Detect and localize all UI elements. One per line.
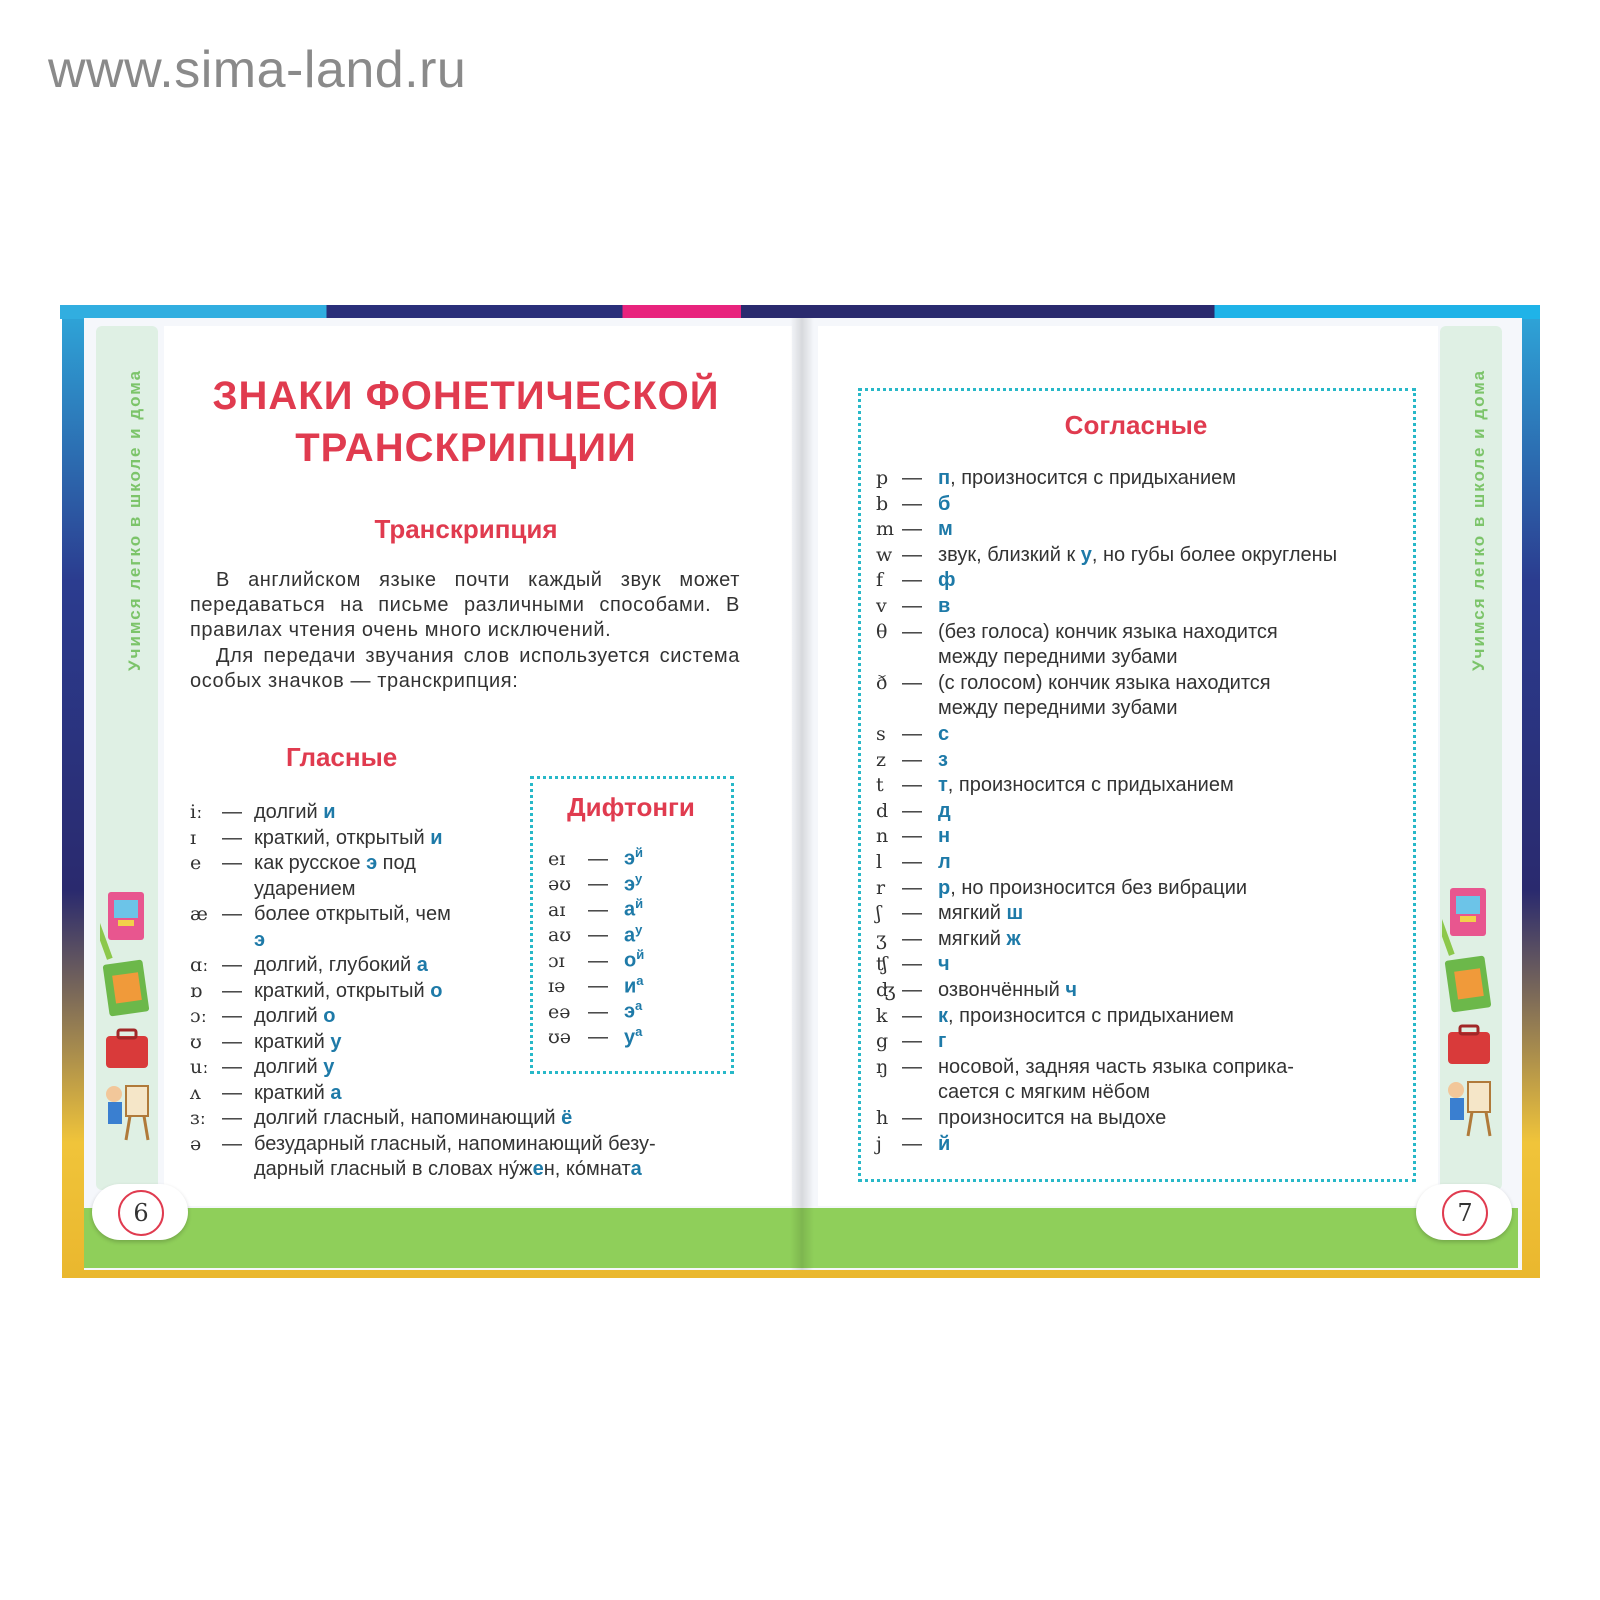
vowel-description: краткий, открытый [254,979,431,1002]
consonant-russian-letter: к [938,1004,949,1027]
consonant-russian-letter: с [938,723,950,745]
consonant-russian-letter: б [938,492,951,515]
vowel-row [190,953,428,978]
consonant-row [876,748,948,773]
diphthong-symbol: eɪ [548,847,566,870]
dash-separator: — [902,518,922,541]
vowel-row [190,1157,642,1182]
dash-separator: — [902,1132,922,1155]
consonant-russian-letter: ш [1006,902,1024,925]
consonant-description-tail: , но произносится без вибрации [950,876,1248,899]
dash-separator: — [222,852,242,874]
right-page-bottom-band [802,1208,1518,1268]
vowel-symbol: ɑː [190,954,209,976]
diphthong-symbol: ɔɪ [548,949,565,972]
left-page-bottom-band [84,1208,802,1268]
left-side-label: Учимся легко в школе и дома [125,368,144,672]
dash-separator: — [902,1030,922,1053]
dash-separator: — [588,847,608,870]
right-page-number-tab [1416,1184,1512,1240]
boy-at-easel-icon [1448,1082,1490,1136]
dash-separator: — [588,924,608,947]
vowel-description: долгий [254,1056,324,1078]
vowel-russian-letter: и [430,826,443,849]
consonant-russian-letter: р [938,876,951,899]
dash-separator: — [588,873,608,896]
consonant-description-tail: , но губы более округлены [1091,543,1338,566]
vowel-description: долгий [254,1005,324,1027]
boy-at-easel-icon [106,1086,148,1140]
book-gutter [790,318,814,1270]
consonant-row [876,876,1247,901]
dash-separator: — [222,1056,242,1078]
consonant-row [876,722,949,747]
consonant-row [876,927,1021,952]
vowel-description: долгий, глубокий [254,954,417,976]
diphthong-russian-letter: э [624,1000,636,1023]
diphthong-glide-letter: а [635,1023,643,1039]
vowel-symbol: ɪ [190,826,197,849]
dash-separator: — [902,467,922,489]
consonant-symbol: z [876,748,887,771]
consonant-row [876,901,1023,926]
watermark-url: www.sima-land.ru [48,41,467,99]
consonant-russian-letter: в [938,595,951,617]
consonant-row [876,978,1077,1003]
left-page-number-tab [92,1184,188,1240]
consonant-symbol: s [876,723,886,745]
consonant-russian-letter: ф [938,569,956,592]
consonant-row [876,466,1236,491]
consonant-row [876,1080,1150,1105]
consonant-row [876,952,950,977]
vowel-russian-letter: э [254,928,266,951]
dash-separator: — [222,1132,242,1155]
dash-separator: — [902,825,922,848]
consonant-row [876,850,951,875]
diphthong-russian-letter: э [624,873,636,896]
vowel-russian-letter: о [430,979,443,1002]
dash-separator: — [222,1107,242,1129]
consonant-russian-letter: л [938,851,951,873]
consonant-row [876,671,1271,696]
consonant-symbol: ʧ [876,953,888,976]
right-side-label: Учимся легко в школе и дома [1469,368,1488,672]
consonant-row [876,645,1178,670]
diphthong-glide-letter: й [635,896,644,911]
fairy-tale-book-icon [1445,955,1492,1012]
vowel-symbol: ɒ [190,979,203,1002]
page-number-right: 7 [1442,1190,1488,1236]
dash-separator: — [902,595,922,617]
vowel-row [190,1132,656,1157]
consonant-row [876,492,950,517]
left-icons-column [100,890,160,1160]
consonant-description: сается с мягким нёбом [938,1081,1151,1104]
consonant-row [876,773,1234,798]
consonant-symbol: d [876,799,889,822]
diphthong-russian-letter: о [624,949,637,972]
book-icon [1450,888,1486,936]
dash-separator: — [588,1026,608,1049]
vowel-description-tail: ат [610,1158,631,1180]
diphthong-russian-letter: у [624,1026,636,1049]
vowel-description-tail: под [377,852,416,874]
dash-separator: — [222,903,242,925]
vowel-russian-letter: э [366,852,378,874]
diphthong-row [548,1019,642,1051]
diphthong-glide-letter: у [635,870,643,886]
consonant-symbol: p [876,467,889,489]
vowel-row [190,979,443,1004]
vowel-row [190,928,265,953]
consonant-row [876,517,953,542]
consonant-description: носовой, задняя часть языка соприка- [938,1055,1294,1078]
consonant-symbol: m [876,518,895,541]
page-title-line-2: ТРАНСКРИПЦИИ [295,426,637,470]
consonant-russian-letter: д [938,799,951,822]
dash-separator: — [902,799,922,822]
dash-separator: — [902,723,922,745]
dash-separator: — [222,1030,242,1053]
consonant-russian-letter: й [938,1132,951,1155]
vowel-description: долгий гласный, напоминающий [254,1107,562,1129]
diphthong-glide-letter: й [635,845,644,860]
dash-separator: — [902,671,922,694]
dash-separator: — [222,1081,242,1104]
diphthong-symbol: eə [548,1000,571,1023]
consonant-symbol: ŋ [876,1055,889,1078]
dash-separator: — [588,898,608,921]
consonant-symbol: n [876,825,889,848]
book-icon [108,892,144,940]
diphthong-russian-letter: а [624,924,636,947]
consonant-description: между передними зубами [938,697,1178,720]
dash-separator: — [902,543,922,566]
consonant-row [876,1055,1294,1080]
briefcase-icon [1448,1026,1490,1064]
fairy-tale-book-icon [103,959,150,1016]
dash-separator: — [902,953,922,976]
consonant-symbol: l [876,851,883,873]
diphthong-symbol: əʊ [548,873,572,896]
consonant-russian-letter: н [938,825,951,848]
vowel-symbol: ɔː [190,1005,208,1027]
consonant-russian-letter: ч [938,953,950,976]
vowel-description: ударением [254,877,356,900]
briefcase-icon [106,1030,148,1068]
consonant-row [876,594,950,619]
dash-separator: — [222,1005,242,1027]
consonant-description: произносится на выдохе [938,1107,1167,1129]
vowel-symbol: ʊ [190,1030,202,1053]
vowel-row [190,1030,342,1055]
consonant-row [876,620,1278,645]
consonant-russian-letter: м [938,518,953,541]
page-number-left: 6 [118,1190,164,1236]
consonant-description: (без голоса) кончик языка находится [938,620,1278,643]
section-heading-transcription: Транскрипция [374,514,558,544]
vowel-symbol: ʌ [190,1081,201,1104]
vowel-russian-letter: о [323,1005,336,1027]
page-title-line-1: ЗНАКИ ФОНЕТИЧЕСКОЙ [212,374,720,418]
vowel-russian-letter: а [416,954,428,976]
consonant-symbol: ʃ [876,902,882,925]
consonant-description: озвончённый [938,979,1066,1001]
consonant-symbol: θ [876,620,888,643]
vowel-description: краткий, открытый [254,826,431,849]
vowel-row [190,902,451,927]
consonants-heading: Согласные [1064,410,1208,440]
vowel-row [190,1004,335,1029]
dash-separator: — [902,851,922,873]
consonant-russian-letter: г [938,1030,947,1053]
diphthong-symbol: ʊə [548,1026,572,1049]
diphthong-russian-letter: а [624,898,636,921]
consonant-symbol: f [876,569,884,592]
dash-separator: — [588,949,608,972]
consonant-symbol: ð [876,671,888,694]
dash-separator: — [902,492,922,515]
vowels-heading: Гласные [286,742,398,772]
consonant-row [876,1004,1234,1029]
vowel-russian-letter: и [323,801,336,823]
consonant-description-tail: , произносится с придыханием [947,774,1234,797]
vowel-row [190,877,355,902]
consonant-russian-letter: у [1080,543,1092,566]
consonant-symbol: v [876,595,887,617]
consonant-description-tail: , произносится с придыханием [950,467,1237,489]
consonant-russian-letter: т [938,774,948,797]
consonant-row [876,824,950,849]
diphthongs-heading: Дифтонги [567,792,695,822]
vowel-row [190,826,443,851]
dash-separator: — [588,1000,608,1023]
consonant-description-tail: , произносится с придыханием [948,1004,1234,1027]
consonant-symbol: ʒ [876,927,887,950]
diphthong-symbol: aʊ [548,924,572,947]
page-title [186,370,746,474]
vowel-russian-letter: у [330,1030,342,1053]
dash-separator: — [902,876,922,899]
dash-separator: — [902,620,922,643]
dash-separator: — [902,1004,922,1027]
dash-separator: — [222,954,242,976]
diphthong-russian-letter: и [624,975,637,998]
vowel-row [190,800,336,825]
dash-separator: — [588,975,608,998]
vowel-symbol: æ [190,903,208,925]
consonant-russian-letter: ч [1065,979,1077,1001]
consonant-symbol: t [876,774,884,797]
vowel-symbol: ə [190,1132,202,1155]
vowel-row [190,1081,342,1106]
dash-separator: — [902,927,922,950]
consonant-row [876,1029,946,1054]
vowel-description: более открытый, чем [254,903,451,925]
vowel-russian-letter: у [323,1056,335,1078]
vowel-symbol: e [190,852,202,874]
consonant-symbol: j [876,1132,882,1155]
vowel-description: как русское [254,852,367,874]
consonant-symbol: k [876,1004,888,1027]
vowel-symbol: ɜː [190,1107,207,1129]
vowel-russian-letter: ё [561,1107,573,1129]
dash-separator: — [902,979,922,1001]
diphthong-glide-letter: а [636,972,644,988]
diphthong-symbol: aɪ [548,898,566,921]
diphthong-glide-letter: у [635,921,643,937]
dash-separator: — [902,1055,922,1078]
vowel-description: краткий [254,1081,331,1104]
dash-separator: — [902,569,922,592]
vowel-russian-letter: е [532,1158,544,1180]
vowel-symbol: iː [190,801,203,823]
diphthong-glide-letter: а [635,998,643,1013]
vowel-russian-letter: а [330,1081,342,1104]
intro-paragraph-1: В английском языке почти каждый звук может передаваться на письме различными способами. В правилах чтения очень много исключений. [190,569,740,641]
vowel-description: дарный гласный в словах ну́ж [254,1158,533,1180]
vowel-description: долгий [254,801,324,823]
consonant-symbol: w [876,543,893,566]
consonant-description: между передними зубами [938,646,1178,669]
right-icons-column [1442,886,1502,1156]
vowel-row [190,851,416,876]
vowel-row [190,1055,334,1080]
vowel-row [190,1106,572,1131]
vowel-description: безударный гласный, напоминающий безу- [254,1132,656,1155]
consonant-description: мягкий [938,902,1007,925]
dash-separator: — [222,801,242,823]
consonant-symbol: r [876,876,886,899]
vowel-russian-letter: а [630,1158,642,1180]
vowel-description: краткий [254,1030,331,1053]
consonant-row [876,799,951,824]
consonant-row [876,1106,1166,1131]
book-top-edge [60,305,1540,319]
consonant-symbol: ʤ [876,979,896,1001]
consonant-description: звук, близкий к [938,543,1081,566]
consonant-row [876,1132,950,1157]
diphthong-russian-letter: э [624,847,636,870]
consonant-symbol: h [876,1107,889,1129]
consonant-description: мягкий [938,927,1007,950]
vowel-symbol: uː [190,1056,209,1078]
vowel-description-tail: н, ко́мн [543,1158,611,1180]
dash-separator: — [222,826,242,849]
dash-separator: — [222,979,242,1002]
dash-separator: — [902,902,922,925]
consonant-row [876,543,1337,568]
intro-paragraph-2: Для передачи звучания слов используется система особых значков — транскрипция: [190,645,740,692]
consonant-russian-letter: ж [1006,927,1021,950]
consonant-symbol: g [876,1030,889,1053]
consonant-description: (с голосом) кончик языка находится [938,671,1271,694]
consonant-row [876,696,1178,721]
diphthong-symbol: ɪə [548,975,566,998]
consonant-row [876,568,956,593]
dash-separator: — [902,748,922,771]
dash-separator: — [902,774,922,797]
diphthong-glide-letter: й [636,947,645,962]
consonant-russian-letter: з [938,748,948,771]
consonant-symbol: b [876,492,889,515]
consonant-russian-letter: п [938,467,951,489]
dash-separator: — [902,1107,922,1129]
